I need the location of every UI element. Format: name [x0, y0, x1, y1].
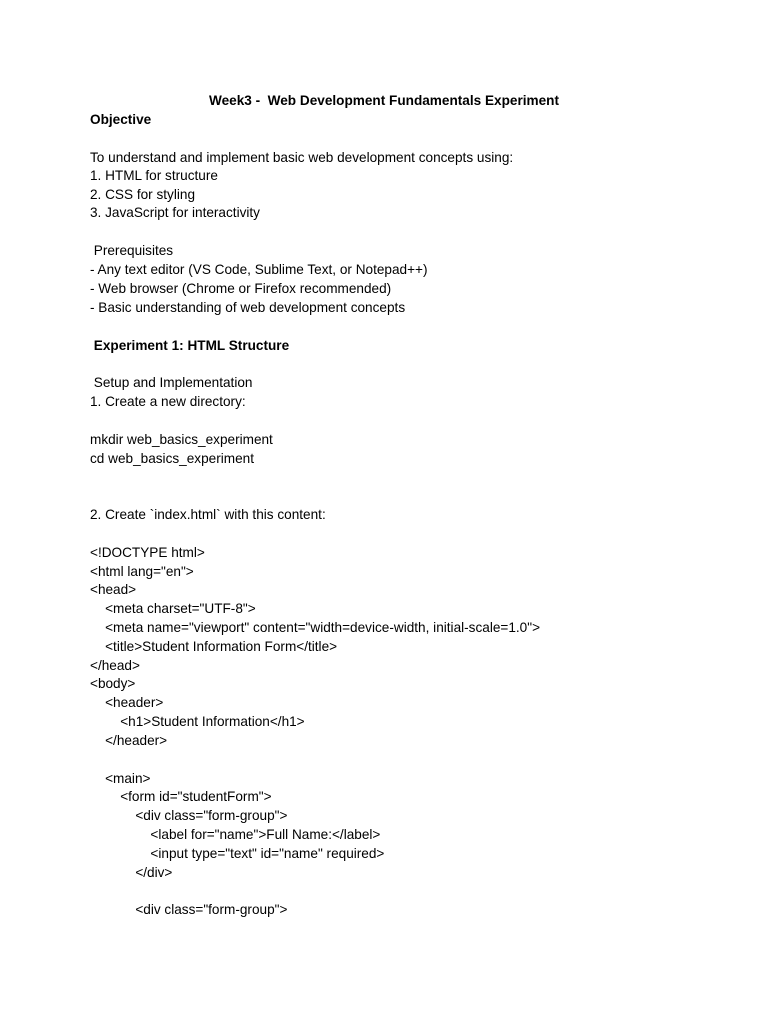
objective-text: To understand and implement basic web development concepts using:	[90, 150, 514, 165]
objective-item: 2. CSS for styling	[90, 187, 196, 202]
prerequisite-item: - Basic understanding of web development concepts	[90, 300, 406, 315]
code-line: </head>	[90, 658, 140, 673]
objective-item: 1. HTML for structure	[90, 168, 218, 183]
step-1: 1. Create a new directory:	[90, 394, 246, 409]
code-line: <!DOCTYPE html>	[90, 545, 205, 560]
setup-heading: Setup and Implementation	[90, 375, 253, 390]
code-line: <label for="name">Full Name:</label>	[90, 827, 381, 842]
step-2: 2. Create `index.html` with this content:	[90, 507, 326, 522]
prerequisites-heading: Prerequisites	[90, 243, 174, 258]
code-line: <meta name="viewport" content="width=device-width, initial-scale=1.0">	[90, 620, 541, 635]
code-line: <input type="text" id="name" required>	[90, 846, 385, 861]
code-line: </header>	[90, 733, 168, 748]
experiment-heading: Experiment 1: HTML Structure	[90, 338, 290, 353]
code-line: <div class="form-group">	[90, 902, 288, 917]
objective-heading: Objective	[90, 112, 152, 127]
command-line: mkdir web_basics_experiment	[90, 432, 273, 447]
prerequisite-item: - Any text editor (VS Code, Sublime Text, or Notepad++)	[90, 262, 428, 277]
code-line: <form id="studentForm">	[90, 789, 272, 804]
objective-item: 3. JavaScript for interactivity	[90, 205, 260, 220]
code-line: <main>	[90, 771, 151, 786]
document-title: Week3 - Web Development Fundamentals Experiment	[208, 93, 559, 108]
code-line: </div>	[90, 865, 173, 880]
code-line: <meta charset="UTF-8">	[90, 601, 256, 616]
code-line: <div class="form-group">	[90, 808, 288, 823]
code-line: <html lang="en">	[90, 564, 194, 579]
code-line: <title>Student Information Form</title>	[90, 639, 338, 654]
code-line: <head>	[90, 582, 137, 597]
code-line: <h1>Student Information</h1>	[90, 714, 305, 729]
code-line: <body>	[90, 676, 136, 691]
command-line: cd web_basics_experiment	[90, 451, 254, 466]
code-line: <header>	[90, 695, 164, 710]
prerequisite-item: - Web browser (Chrome or Firefox recommended)	[90, 281, 392, 296]
